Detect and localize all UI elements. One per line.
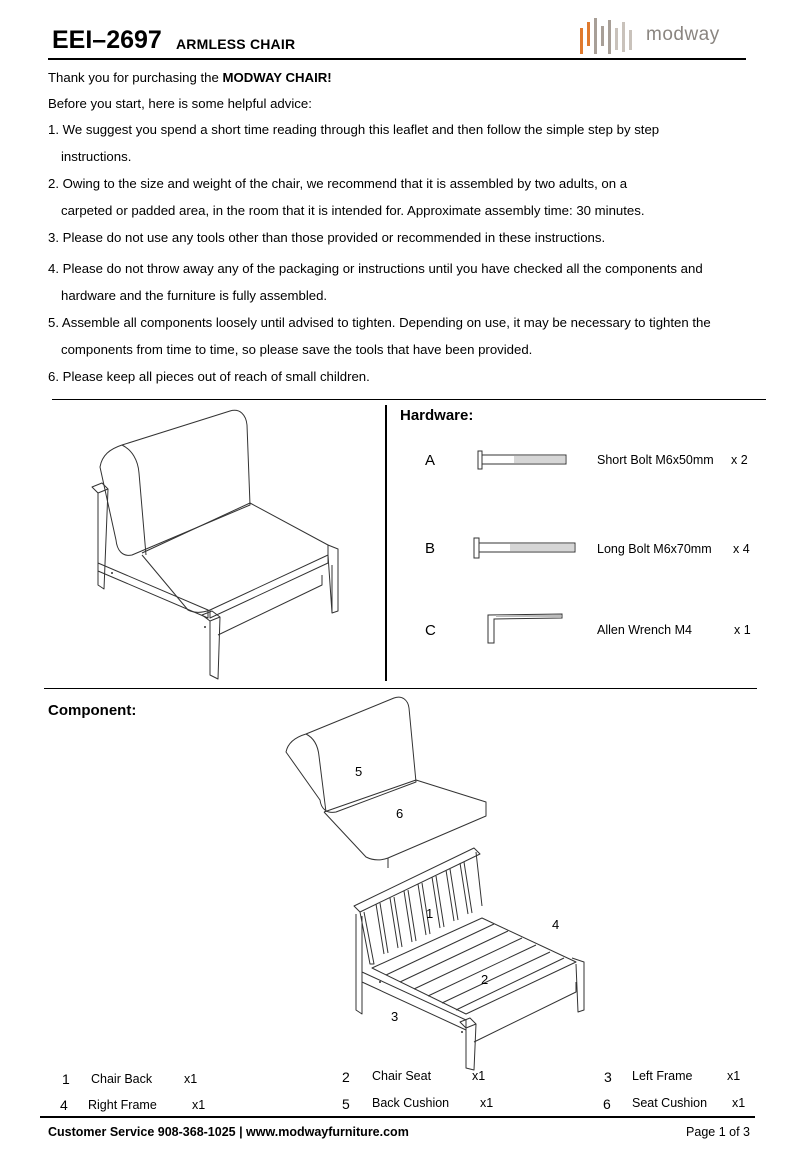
long-bolt-icon (472, 537, 578, 559)
brand-logo-icon (580, 18, 636, 54)
hardware-a-name: Short Bolt M6x50mm (597, 453, 714, 467)
part-5-qty: x1 (480, 1096, 494, 1110)
brand-name: modway (646, 24, 720, 45)
model-number: EEI–2697 (52, 26, 162, 54)
part-5-num: 5 (342, 1096, 350, 1112)
tip-5-line-2: components from time to time, so please save the tools that have been provided. (61, 342, 533, 357)
part-6-name: Seat Cushion (632, 1096, 708, 1110)
tip-4-line-2: hardware and the furniture is fully assembled. (61, 288, 328, 303)
part-1-name: Chair Back (91, 1072, 153, 1086)
hardware-b-name: Long Bolt M6x70mm (597, 542, 712, 556)
footer-divider (40, 1116, 755, 1118)
tip-1-line-1: 1. We suggest you spend a short time reading through this leaflet and then follow the simple step by step (48, 122, 660, 137)
section-divider-vertical (385, 405, 387, 681)
tip-5-line-1: 5. Assemble all components loosely until advised to tighten. Depending on use, it may be necessary to tighten the (48, 315, 711, 330)
part-3-num: 3 (604, 1069, 612, 1085)
hardware-a-letter: A (425, 452, 436, 469)
hardware-c-letter: C (425, 622, 436, 639)
intro-advice: Before you start, here is some helpful advice: (48, 96, 312, 111)
intro-thanks: Thank you for purchasing the MODWAY CHAIR! (48, 70, 332, 85)
hardware-b-qty: x 4 (733, 542, 750, 556)
callout-seat-cushion: 6 (396, 806, 404, 821)
part-3-name: Left Frame (632, 1069, 693, 1083)
hardware-title: Hardware: (400, 407, 474, 424)
part-4-name: Right Frame (88, 1098, 157, 1112)
hardware-c-name: Allen Wrench M4 (597, 623, 692, 637)
tip-2-line-1: 2. Owing to the size and weight of the chair, we recommend that it is assembled by two adults, on a (48, 176, 628, 191)
callout-chair-back: 1 (426, 906, 434, 921)
tip-6: 6. Please keep all pieces out of reach of small children. (48, 369, 370, 384)
part-6-num: 6 (603, 1096, 611, 1112)
part-3-qty: x1 (727, 1069, 741, 1083)
part-6-qty: x1 (732, 1096, 746, 1110)
part-4-qty: x1 (192, 1098, 206, 1112)
tip-1-line-2: instructions. (61, 149, 132, 164)
part-1-qty: x1 (184, 1072, 198, 1086)
callout-chair-seat: 2 (481, 972, 489, 987)
page-number: Page 1 of 3 (686, 1125, 750, 1139)
tip-2-line-2: carpeted or padded area, in the room that it is intended for. Approximate assembly time: 30 minutes. (61, 203, 645, 218)
tip-4-line-1: 4. Please do not throw away any of the packaging or instructions until you have checked all the components and (48, 261, 703, 276)
hardware-b-letter: B (425, 540, 436, 557)
short-bolt-icon (476, 450, 570, 470)
callout-right-frame: 4 (552, 917, 560, 932)
product-name: ARMLESS CHAIR (176, 36, 296, 52)
allen-wrench-icon (484, 611, 566, 645)
part-5-name: Back Cushion (372, 1096, 450, 1110)
part-2-num: 2 (342, 1069, 350, 1085)
title-divider (48, 58, 746, 60)
callout-left-frame: 3 (391, 1009, 399, 1024)
section-divider-top (52, 399, 766, 400)
part-1-num: 1 (62, 1071, 70, 1087)
assembled-chair-illustration (82, 405, 352, 683)
part-2-qty: x1 (472, 1069, 486, 1083)
hardware-c-qty: x 1 (734, 623, 751, 637)
tip-3: 3. Please do not use any tools other than those provided or recommended in these instructions. (48, 230, 606, 245)
callout-back-cushion: 5 (355, 764, 363, 779)
part-4-num: 4 (60, 1097, 68, 1113)
hardware-a-qty: x 2 (731, 453, 748, 467)
customer-service-info: Customer Service 908-368-1025 | www.modwayfurniture.com (48, 1125, 409, 1139)
part-2-name: Chair Seat (372, 1069, 432, 1083)
exploded-components-illustration (276, 692, 596, 1074)
component-title: Component: (48, 702, 137, 719)
section-divider-middle (44, 688, 757, 689)
